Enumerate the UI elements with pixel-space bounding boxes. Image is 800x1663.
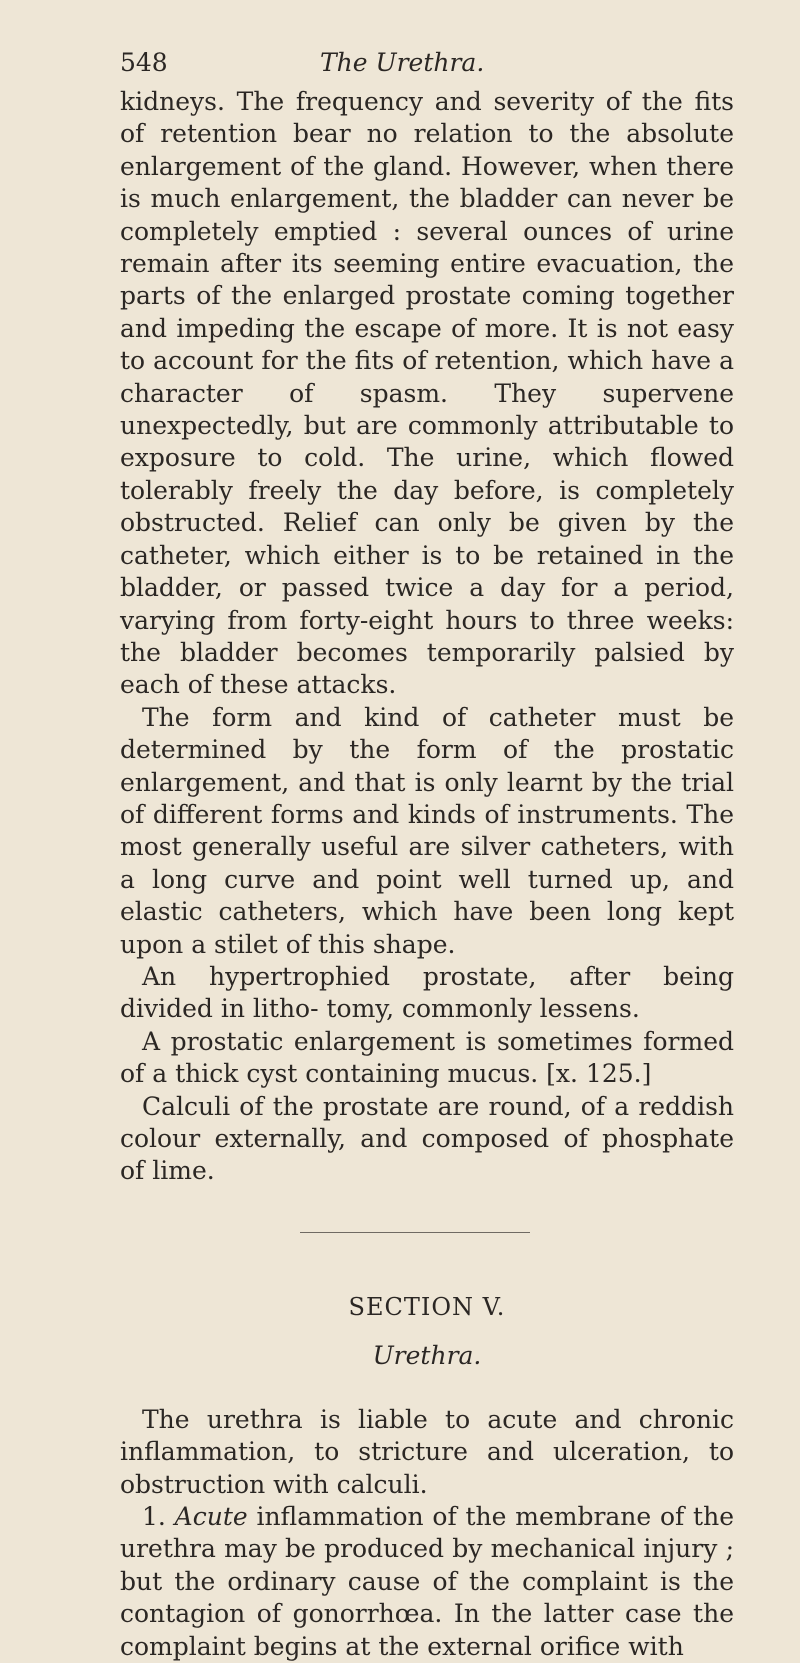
paragraph-hypertrophied-prostate: An hypertrophied prostate, after being divided in litho- tomy, commonly lessens. [120, 961, 734, 1024]
section-subheading: Urethra. [372, 1340, 482, 1370]
paragraph-acute-inflammation [120, 1501, 734, 1663]
paragraph-number: 1. [142, 1502, 166, 1532]
paragraph-catheter: The form and kind of catheter must be determined by the form of the prostatic enlargement, and that is only learnt by the trial of different forms and kinds of instruments. The most generally useful are silver catheters, with a long curve and point well turned up, and elastic catheters, which have been long kept upon a stilet of this shape. [120, 702, 734, 959]
paragraph-retention: kidneys. The frequency and severity of the fits of retention bear no relation to the absolute enlargement of the gland. However, when there is much enlargement, the bladder can never be completely emptied : several ounces of urine remain after its seeming entire evacuation, the parts of the enlarged prostate coming together and impeding the escape of more. It is not easy to account for the fits of retention, which have a character of spasm. They supervene unexpectedly, but are commonly attributable to exposure to cold. The urine, which flowed tolerably freely the day before, is completely obstructed. Relief can only be given by the catheter, which either is to be retained in the bladder, or passed twice a day for a period, varying from forty-eight hours to three weeks: the bladder becomes temporarily palsied by each of these attacks. [120, 87, 734, 700]
section-divider [300, 1232, 530, 1233]
paragraph-urethra-liable: The urethra is liable to acute and chronic inflammation, to stricture and ulceration, to obstruction with calculi. [120, 1404, 734, 1499]
italic-term: Acute [174, 1502, 248, 1532]
body-text [120, 86, 734, 1188]
running-title: The Urethra. [320, 48, 485, 77]
paragraph-cyst: A prostatic enlargement is sometimes formed of a thick cyst containing mucus. [x. 125.] [120, 1026, 734, 1089]
paragraph-text: inflammation of the membrane of the urethra may be produced by mechanical injury ; but the ordinary cause of the complaint is the contagion of gonorrhœa. In the latter case the complaint begins at the external orifice with [120, 1502, 735, 1661]
section-heading: SECTION V. [348, 1292, 506, 1321]
page-number: 548 [120, 48, 168, 77]
running-head [120, 48, 734, 86]
section-body [120, 1404, 734, 1663]
paragraph-calculi: Calculi of the prostate are round, of a reddish colour externally, and composed of phosphate of lime. [120, 1091, 734, 1186]
